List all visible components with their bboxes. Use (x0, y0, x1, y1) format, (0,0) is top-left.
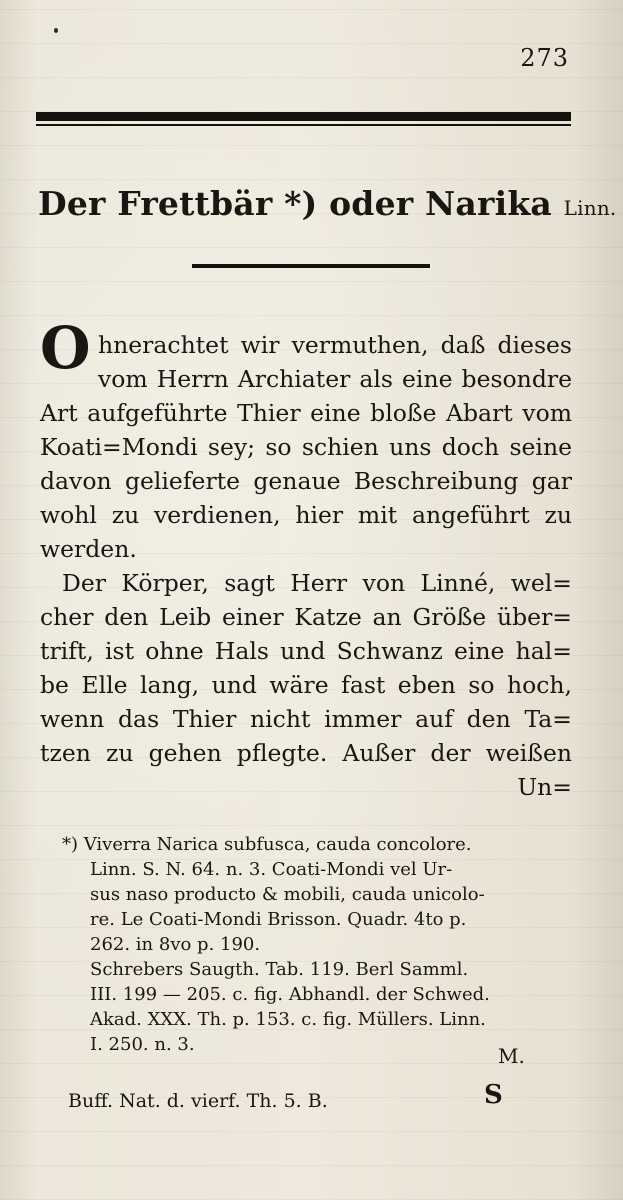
catchword-m: M. (498, 1044, 525, 1068)
footnote-line: sus naso producto & mobili, cauda unicolo- (90, 884, 485, 905)
body-line: wohl zu verdienen, hier mit angeführt zu (40, 501, 572, 529)
footnote-line: Schrebers Saugth. Tab. 119. Berl Samml. (90, 959, 469, 980)
body-line: werden. (40, 535, 137, 563)
catchword-un: Un= (517, 773, 572, 801)
catchword-s: S (484, 1080, 503, 1110)
body-line: Der Körper, sagt Herr von Linné, wel= (62, 569, 572, 597)
footnote-line: Akad. XXX. Th. p. 153. c. fig. Müllers. Linn. (90, 1009, 486, 1030)
body-line: tzen zu gehen pflegte. Außer der weißen (40, 739, 572, 767)
body-paragraphs (40, 314, 572, 804)
heading-divider (192, 264, 430, 268)
heading-suffix: Linn. (563, 196, 617, 220)
body-line: vom Herrn Archiater als eine besondre (98, 365, 572, 393)
body-line: Koati=Mondi sey; so schien uns doch seine (40, 433, 572, 461)
header-rule-thick (36, 112, 571, 121)
body-line: be Elle lang, und wäre fast eben so hoch, (40, 671, 572, 699)
body-line: trift, ist ohne Hals und Schwanz eine hal= (40, 637, 572, 665)
ink-speck (54, 28, 58, 33)
body-line: cher den Leib einer Katze an Größe über= (40, 603, 572, 631)
footnote-block (62, 832, 574, 1057)
body-line: davon gelieferte genaue Beschreibung gar (40, 467, 572, 495)
page-number: 273 (520, 44, 569, 72)
footnote-line: Linn. S. N. 64. n. 3. Coati-Mondi vel Ur- (90, 859, 453, 880)
heading-main: Der Frettbär *) oder Narika (38, 184, 552, 223)
footnote-line: 262. in 8vo p. 190. (90, 934, 261, 955)
body-line: Art aufgeführte Thier eine bloße Abart vom (40, 399, 572, 427)
body-line: wenn das Thier nicht immer auf den Ta= (40, 705, 572, 733)
chapter-heading (38, 184, 617, 223)
body-line: hnerachtet wir vermuthen, daß dieses (98, 331, 572, 359)
footnote-line: I. 250. n. 3. (90, 1034, 195, 1055)
drop-cap: O (40, 314, 91, 382)
footnote-line: III. 199 — 205. c. fig. Abhandl. der Schwed. (90, 984, 490, 1005)
footnote-line: *) Viverra Narica subfusca, cauda concolore. (62, 834, 472, 855)
header-rule-thin (36, 124, 571, 126)
footnote-line: re. Le Coati-Mondi Brisson. Quadr. 4to p. (90, 909, 467, 930)
signature-line: Buff. Nat. d. vierf. Th. 5. B. (68, 1090, 328, 1112)
